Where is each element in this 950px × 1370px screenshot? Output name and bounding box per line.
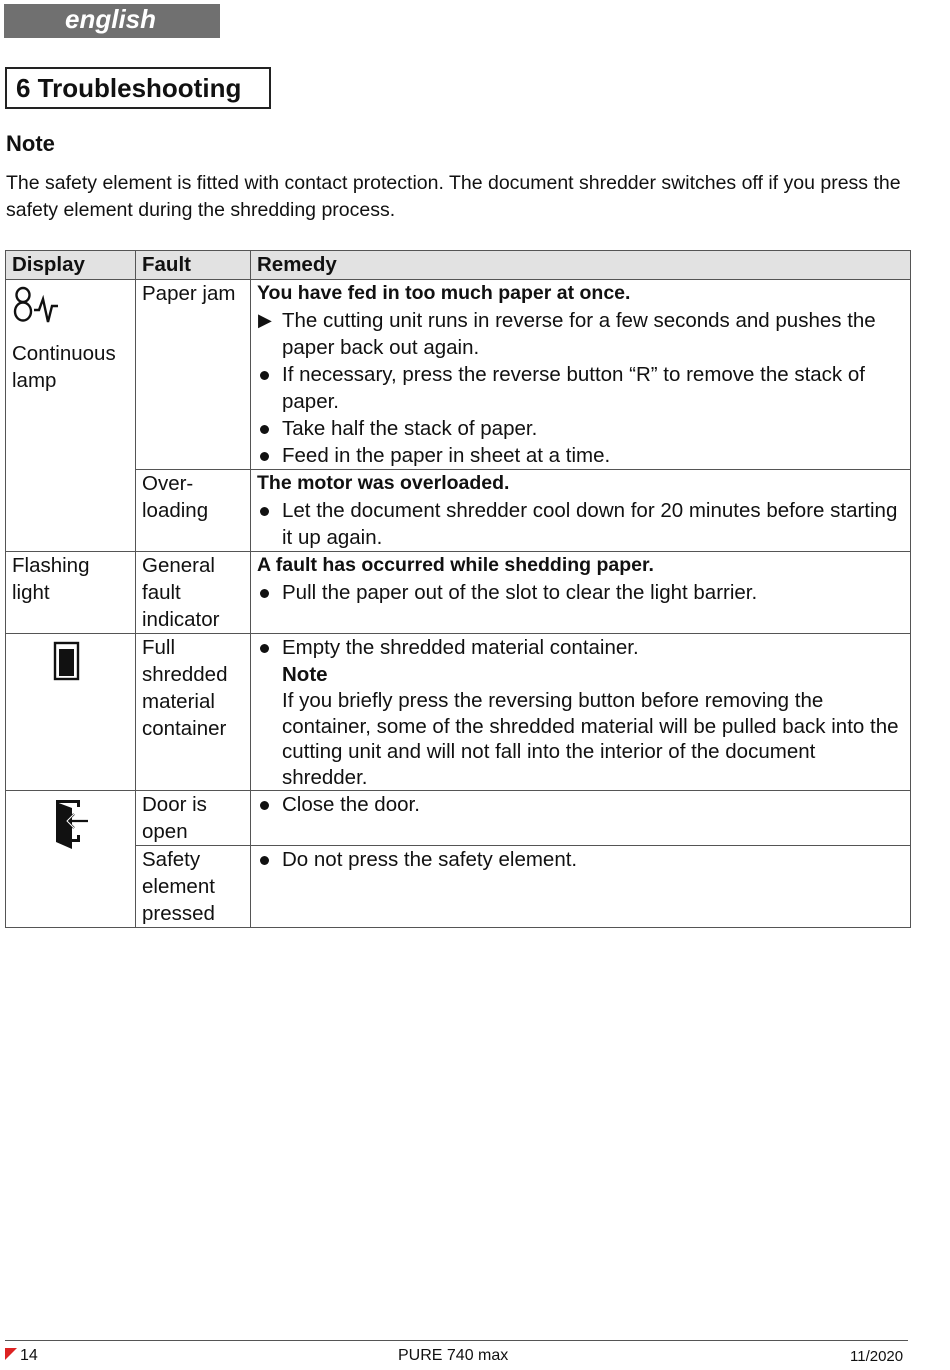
remedy-note-heading: Note xyxy=(282,663,328,686)
display-cell xyxy=(6,280,136,552)
remedy-item xyxy=(257,634,904,790)
remedy-item: Take half the stack of paper. xyxy=(257,415,904,442)
paper-jam-icon xyxy=(12,280,129,340)
remedy-cell xyxy=(251,634,911,791)
fault-cell: Safety element pressed xyxy=(136,846,251,928)
remedy-item: ▶ The cutting unit runs in reverse for a few seconds and pushes the paper back out again. xyxy=(257,307,904,361)
remedy-item: Pull the paper out of the slot to clear the light barrier. xyxy=(257,579,904,606)
fault-cell: Door is open xyxy=(136,791,251,846)
remedy-cell xyxy=(251,470,911,552)
fault-cell: General fault indicator xyxy=(136,552,251,634)
display-cell xyxy=(6,791,136,928)
container-full-icon xyxy=(12,634,129,696)
table-row xyxy=(6,634,911,791)
page-number: 14 xyxy=(20,1347,38,1364)
table-row xyxy=(6,846,911,928)
remedy-item-text: Empty the shredded material container. xyxy=(282,636,639,659)
display-flashing-light: Flashing light xyxy=(12,554,90,604)
remedy-title: The motor was overloaded. xyxy=(257,472,510,494)
display-continuous-lamp: Continuous lamp xyxy=(12,342,116,392)
product-name: PURE 740 max xyxy=(398,1347,509,1364)
remedy-item: Do not press the safety element. xyxy=(257,846,904,873)
remedy-item: Feed in the paper in sheet at a time. xyxy=(257,442,904,469)
table-row xyxy=(6,791,911,846)
remedy-item: If necessary, press the reverse button “R” to remove the stack of paper. xyxy=(257,361,904,415)
fault-cell: Full shredded material container xyxy=(136,634,251,791)
table-row xyxy=(6,552,911,634)
display-cell xyxy=(6,552,136,634)
remedy-item: Let the document shredder cool down for 20 minutes before starting it up again. xyxy=(257,497,904,551)
remedy-cell xyxy=(251,846,911,928)
header-fault: Fault xyxy=(136,251,251,280)
remedy-note-text: If you briefly press the reversing button before removing the container, some of the shredded material will be pulled back into the cutting unit and will not fall into the interior of the document shredder. xyxy=(282,689,899,789)
header-remedy: Remedy xyxy=(251,251,911,280)
page-corner-flag-icon xyxy=(5,1348,17,1360)
language-tab: english xyxy=(4,4,220,38)
remedy-cell xyxy=(251,552,911,634)
table-row xyxy=(6,470,911,552)
door-open-icon xyxy=(12,791,129,853)
remedy-cell xyxy=(251,280,911,470)
note-heading: Note xyxy=(6,131,55,156)
remedy-title: You have fed in too much paper at once. xyxy=(257,282,631,304)
troubleshooting-table xyxy=(5,250,911,928)
table-row xyxy=(6,280,911,470)
remedy-cell xyxy=(251,791,911,846)
footer-date: 11/2020 xyxy=(850,1348,904,1365)
display-cell xyxy=(6,634,136,791)
fault-cell: Paper jam xyxy=(136,280,251,470)
header-display: Display xyxy=(6,251,136,280)
remedy-item: Close the door. xyxy=(257,791,904,818)
table-header-row xyxy=(6,251,911,280)
note-text: The safety element is fitted with contact protection. The document shredder switches off if you press the safety element during the shredding process. xyxy=(6,172,901,221)
remedy-title: A fault has occurred while shedding paper. xyxy=(257,554,654,576)
chapter-title: 6 Troubleshooting xyxy=(5,67,271,109)
fault-cell: Over-loading xyxy=(136,470,251,552)
footer-divider xyxy=(5,1340,908,1341)
